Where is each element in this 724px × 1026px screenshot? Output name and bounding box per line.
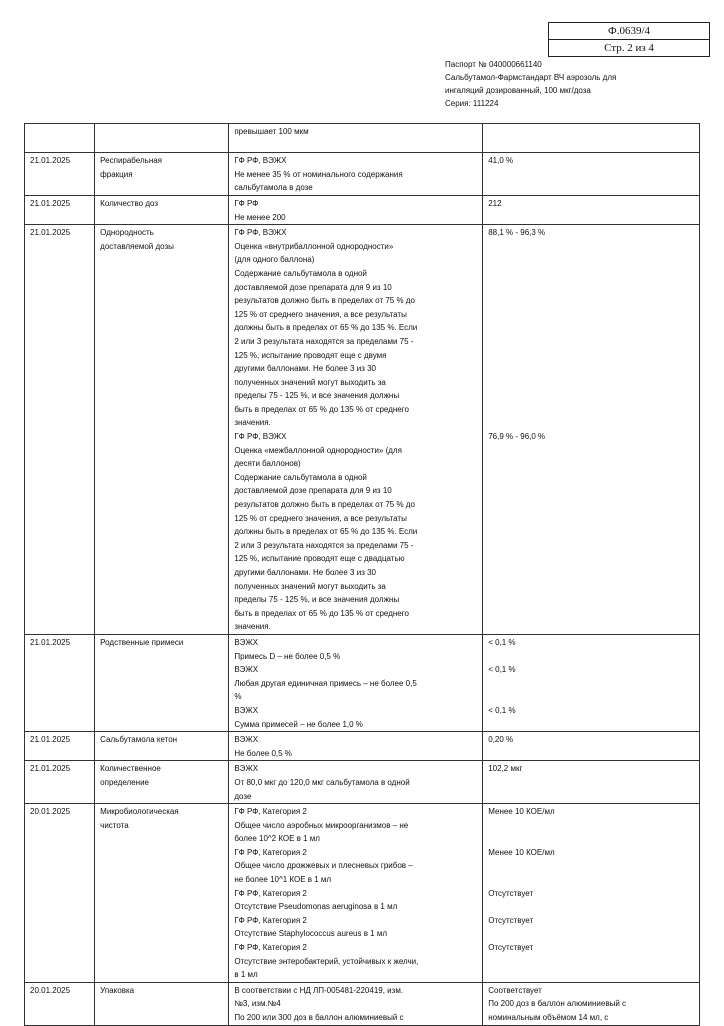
result-line: Отсутствует (488, 943, 534, 953)
table-row (25, 634, 700, 731)
requirement-line: значения. (234, 622, 271, 632)
result-line: < 0,1 % (488, 637, 516, 647)
requirement-line: Не менее 200 (234, 212, 286, 222)
requirement-line: доставляемой дозе препарата для 9 из 10 (234, 486, 392, 496)
requirement-line: Содержание сальбутамола в одной (234, 472, 367, 482)
requirement-line: 125 %, испытание проводят еще с двадцатью (234, 554, 405, 564)
requirement-line: доставляемой дозе препарата для 9 из 10 (234, 282, 392, 292)
result-line (488, 650, 694, 664)
result-line (488, 677, 694, 691)
result-line: Менее 10 КОЕ/мл (488, 847, 555, 857)
requirement-line: 2 или 3 результата находятся за пределами 75 - (234, 540, 414, 550)
result-cell (483, 804, 700, 983)
result-line (488, 294, 694, 308)
requirement-line: дозе (234, 791, 252, 801)
result-line: 88,1 % - 96,3 % (488, 228, 546, 238)
requirement-line: 125 %, испытание проводят еще с двумя (234, 350, 387, 360)
requirement-line: ГФ РФ, ВЭЖХ (234, 228, 287, 238)
requirement-line: ГФ РФ, Категория 2 (234, 888, 307, 898)
test-date: 21.01.2025 (30, 735, 71, 745)
result-line: Соответствует (488, 985, 542, 995)
test-name-cell (95, 124, 229, 153)
test-date-cell (25, 124, 95, 153)
requirement-line: превышает 100 мкм (234, 127, 309, 136)
test-date-cell (25, 634, 95, 731)
result-line (488, 403, 694, 417)
requirement-line: ГФ РФ, Категория 2 (234, 943, 307, 953)
requirement-line: Сумма примесей – не более 1,0 % (234, 719, 363, 729)
requirement-line: ГФ РФ, ВЭЖХ (234, 156, 287, 166)
result-line: 0,20 % (488, 735, 514, 745)
result-line (488, 362, 694, 376)
requirement-line: полученных значений могут выходить за (234, 581, 386, 591)
result-line: 212 (488, 198, 502, 208)
requirement-line: в 1 мл (234, 970, 258, 980)
table-row (25, 124, 700, 153)
result-line: 76,9 % - 96,0 % (488, 432, 546, 442)
test-date: 20.01.2025 (30, 807, 71, 817)
passport-header (445, 58, 616, 110)
test-name-cell (95, 982, 229, 1025)
result-line: Отсутствует (488, 888, 534, 898)
test-date: 21.01.2025 (30, 198, 71, 208)
form-number-box (548, 22, 710, 57)
requirement-cell (229, 225, 483, 635)
requirement-cell (229, 634, 483, 731)
result-cell (483, 732, 700, 761)
requirement-line: ВЭЖХ (234, 665, 259, 675)
requirement-line: Отсутствие энтеробактерий, устойчивых к желчи, (234, 956, 419, 966)
requirement-line: более 10^2 КОЕ в 1 мл (234, 834, 320, 844)
form-code: Ф.0639/4 (608, 25, 650, 37)
requirement-cell (229, 804, 483, 983)
result-cell (483, 761, 700, 804)
requirement-line: быть в пределах от 65 % до 135 % от среднего (234, 608, 409, 618)
test-name-cell (95, 195, 229, 224)
test-name-line: Упаковка (100, 985, 135, 995)
test-name-cell (95, 761, 229, 804)
test-date: 21.01.2025 (30, 637, 71, 647)
requirement-line: Общее число аэробных микроорганизмов – не (234, 820, 409, 830)
test-date (30, 125, 89, 139)
requirement-line: ВЭЖХ (234, 637, 259, 647)
test-name-line: Респирабельная (100, 156, 163, 166)
test-results-body (25, 124, 700, 1026)
requirement-line: ГФ РФ, Категория 2 (234, 847, 307, 857)
requirement-line: полученных значений могут выходить за (234, 377, 386, 387)
result-line (488, 125, 694, 139)
result-line: < 0,1 % (488, 665, 516, 675)
result-cell (483, 153, 700, 196)
result-line: 41,0 % (488, 156, 514, 166)
requirement-line: пределы 75 - 125 %, и все значения должны (234, 391, 400, 401)
result-line (488, 389, 694, 403)
test-name-line: Количественное (100, 764, 161, 774)
requirement-cell (229, 761, 483, 804)
requirement-line: 2 или 3 результата находятся за пределами 75 - (234, 336, 414, 346)
test-name-line: доставляемой дозы (100, 241, 174, 251)
requirement-line: пределы 75 - 125 %, и все значения должны (234, 595, 400, 605)
requirement-line: Содержание сальбутамола в одной (234, 268, 367, 278)
requirement-line: Общее число дрожжевых и плесневых грибов – (234, 861, 413, 871)
test-name-line: определение (100, 777, 149, 787)
result-line (488, 139, 694, 153)
test-date-cell (25, 982, 95, 1025)
test-date: 20.01.2025 (30, 985, 71, 995)
table-row (25, 982, 700, 1025)
result-line (488, 335, 694, 349)
product-name-line-2: ингаляций дозированный, 100 мкг/доза (445, 86, 591, 95)
result-line: < 0,1 % (488, 705, 516, 715)
requirement-line: (для одного баллона) (234, 255, 315, 265)
requirement-cell (229, 124, 483, 153)
requirement-line: ВЭЖХ (234, 735, 259, 745)
test-name-cell (95, 153, 229, 196)
passport-number: Паспорт № 040000661140 (445, 60, 542, 69)
requirement-cell (229, 153, 483, 196)
result-cell (483, 225, 700, 635)
result-cell (483, 124, 700, 153)
requirement-line: В соответствии с НД ЛП-005481-220419, изм. (234, 985, 404, 995)
test-date: 21.01.2025 (30, 156, 71, 166)
test-name-line: чистота (100, 820, 129, 830)
result-line (488, 349, 694, 363)
test-date-cell (25, 153, 95, 196)
requirement-line: ВЭЖХ (234, 764, 259, 774)
requirement-line: Не менее 35 % от номинального содержания (234, 169, 403, 179)
result-cell (483, 195, 700, 224)
test-date-cell (25, 761, 95, 804)
result-line (488, 859, 694, 873)
result-cell (483, 982, 700, 1025)
requirement-cell (229, 982, 483, 1025)
requirement-line: быть в пределах от 65 % до 135 % от среднего (234, 404, 409, 414)
result-cell (483, 634, 700, 731)
requirement-line: десяти баллонов) (234, 459, 301, 469)
table-row (25, 804, 700, 983)
result-line (488, 267, 694, 281)
test-name-line: Однородность (100, 228, 154, 238)
requirement-line: результатов должно быть в пределах от 75 % до (234, 500, 415, 510)
result-line: По 200 доз в баллон алюминиевый с (488, 999, 627, 1009)
result-line (488, 240, 694, 254)
test-name-line: Родственные примеси (100, 637, 184, 647)
result-line (488, 376, 694, 390)
requirement-cell (229, 732, 483, 761)
result-line (488, 873, 694, 887)
result-line: 102,2 мкг (488, 764, 523, 774)
batch-series: Серия: 111224 (445, 99, 499, 108)
table-row (25, 225, 700, 635)
test-name-line: Сальбутамола кетон (100, 735, 178, 745)
test-results-table (24, 123, 700, 1026)
result-line (488, 253, 694, 267)
result-line (488, 819, 694, 833)
requirement-line: % (234, 692, 242, 702)
requirement-line: №3, изм.№4 (234, 999, 281, 1009)
requirement-line: 125 % от среднего значения, а все результаты (234, 309, 407, 319)
requirement-line: ВЭЖХ (234, 705, 259, 715)
requirement-line: другими баллонами. Не более 3 из 30 (234, 364, 376, 374)
requirement-line: должны быть в пределах от 65 % до 135 %. Если (234, 527, 418, 537)
requirement-line: значения. (234, 418, 271, 428)
requirement-line: Оценка «межбаллонной однородности» (для (234, 445, 402, 455)
test-name-cell (95, 634, 229, 731)
requirement-cell (229, 195, 483, 224)
test-date-cell (25, 225, 95, 635)
test-name-line: Количество доз (100, 198, 159, 208)
result-line: Отсутствует (488, 915, 534, 925)
test-name-cell (95, 225, 229, 635)
test-date: 21.01.2025 (30, 764, 71, 774)
test-name-line: Микробиологическая (100, 807, 179, 817)
requirement-line: ГФ РФ, ВЭЖХ (234, 432, 287, 442)
result-line (488, 281, 694, 295)
requirement-line: должны быть в пределах от 65 % до 135 %. Если (234, 323, 418, 333)
result-line (488, 321, 694, 335)
requirement-line: Отсутствие Pseudomonas aeruginosa в 1 мл (234, 902, 398, 912)
table-row (25, 195, 700, 224)
result-line (488, 832, 694, 846)
requirement-line: ГФ РФ, Категория 2 (234, 807, 307, 817)
test-name-line: фракция (100, 169, 133, 179)
product-name-line-1: Сальбутамол-Фармстандарт ВЧ аэрозоль для (445, 73, 617, 82)
requirement-line: Любая другая единичная примесь – не более 0,5 (234, 678, 417, 688)
test-date-cell (25, 732, 95, 761)
result-line: Менее 10 КОЕ/мл (488, 807, 555, 817)
test-name-cell (95, 804, 229, 983)
result-line: номинальным объёмом 14 мл, с (488, 1013, 609, 1022)
requirement-line: сальбутамола в дозе (234, 183, 313, 193)
result-line (488, 690, 694, 704)
requirement-line: Отсутствие Staphylococcus aureus в 1 мл (234, 929, 388, 939)
requirement-line: другими баллонами. Не более 3 из 30 (234, 568, 376, 577)
requirement-line: 125 % от среднего значения, а все результаты (234, 513, 407, 523)
test-name-cell (95, 732, 229, 761)
requirement-line: Не более 0,5 % (234, 748, 292, 758)
test-date: 21.01.2025 (30, 228, 71, 238)
requirement-line: От 80,0 мкг до 120,0 мкг сальбутамола в одной (234, 777, 410, 787)
page-number: Стр. 2 из 4 (549, 39, 709, 56)
requirement-line: ГФ РФ (234, 198, 259, 208)
test-date-cell (25, 195, 95, 224)
requirement-line: ГФ РФ, Категория 2 (234, 915, 307, 925)
table-row (25, 761, 700, 804)
requirement-line: По 200 или 300 доз в баллон алюминиевый с (234, 1013, 404, 1022)
table-row (25, 732, 700, 761)
result-line (488, 308, 694, 322)
requirement-line: Примесь D – не более 0,5 % (234, 651, 341, 661)
result-line (488, 900, 694, 914)
result-line (488, 927, 694, 941)
requirement-line: не более 10^1 КОЕ в 1 мл (234, 875, 332, 885)
test-date-cell (25, 804, 95, 983)
requirement-line: Оценка «внутрибаллонной однородности» (234, 241, 394, 251)
result-line (488, 416, 694, 430)
table-row (25, 153, 700, 196)
requirement-line: результатов должно быть в пределах от 75 % до (234, 296, 415, 306)
